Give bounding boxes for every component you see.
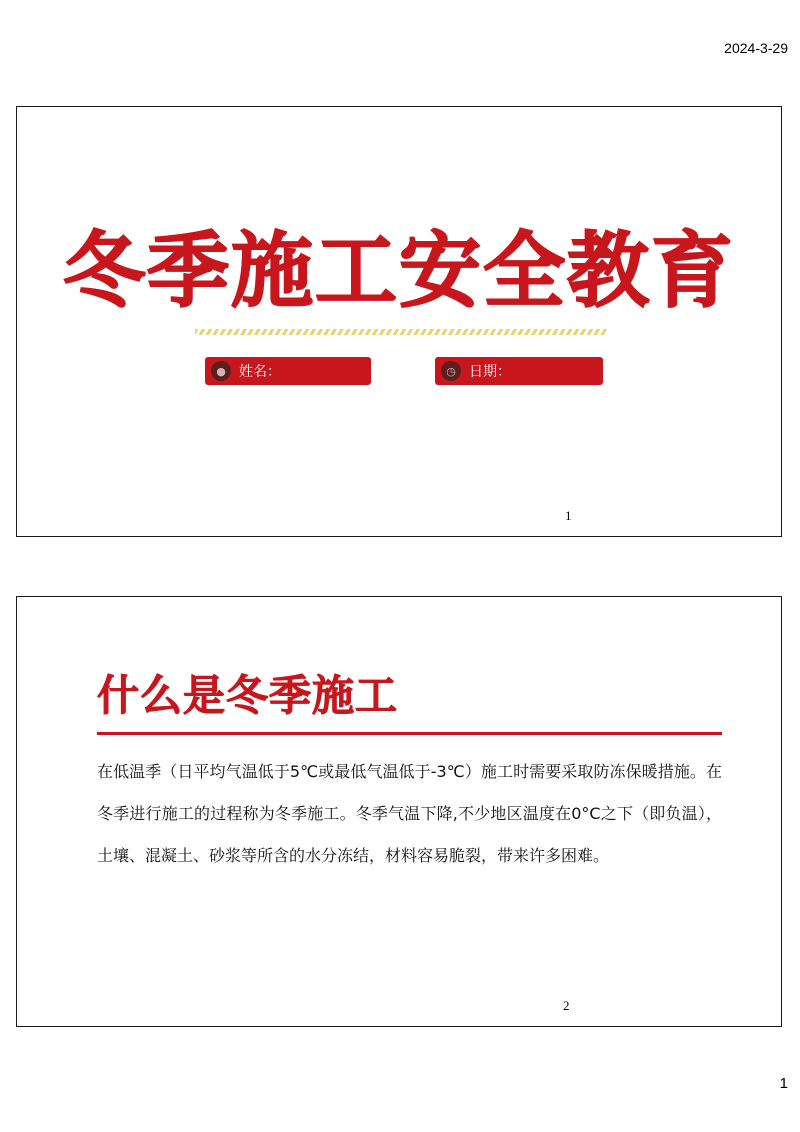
main-title: 冬季施工安全教育 bbox=[62, 224, 735, 319]
body-paragraph: 在低温季（日平均气温低于5℃或最低气温低于-3℃）施工时需要采取防冻保暖措施。在冬季进行施工的过程称为冬季施工。冬季气温下降,不少地区温度在0°C之下（即负温），土壤、混凝土、砂浆等所含的水分冻结，材料容易脆裂，带来许多困难。 bbox=[97, 762, 722, 865]
title-underline bbox=[97, 732, 722, 735]
page-number: 1 bbox=[779, 1075, 788, 1092]
section-title: 什么是冬季施工 bbox=[97, 671, 399, 720]
date-label: 日期： bbox=[469, 364, 511, 380]
slide-number: 2 bbox=[563, 998, 570, 1013]
slide-1 bbox=[16, 106, 782, 537]
name-field[interactable] bbox=[205, 357, 371, 385]
decorative-strip bbox=[195, 329, 607, 335]
clock-icon: ◷ bbox=[441, 361, 461, 381]
slide-2 bbox=[16, 596, 782, 1027]
date-field[interactable] bbox=[435, 357, 603, 385]
person-icon: ● bbox=[211, 361, 231, 381]
header-date: 2024-3-29 bbox=[724, 40, 788, 56]
slide-number: 1 bbox=[565, 508, 572, 523]
name-label: 姓名： bbox=[239, 364, 281, 380]
